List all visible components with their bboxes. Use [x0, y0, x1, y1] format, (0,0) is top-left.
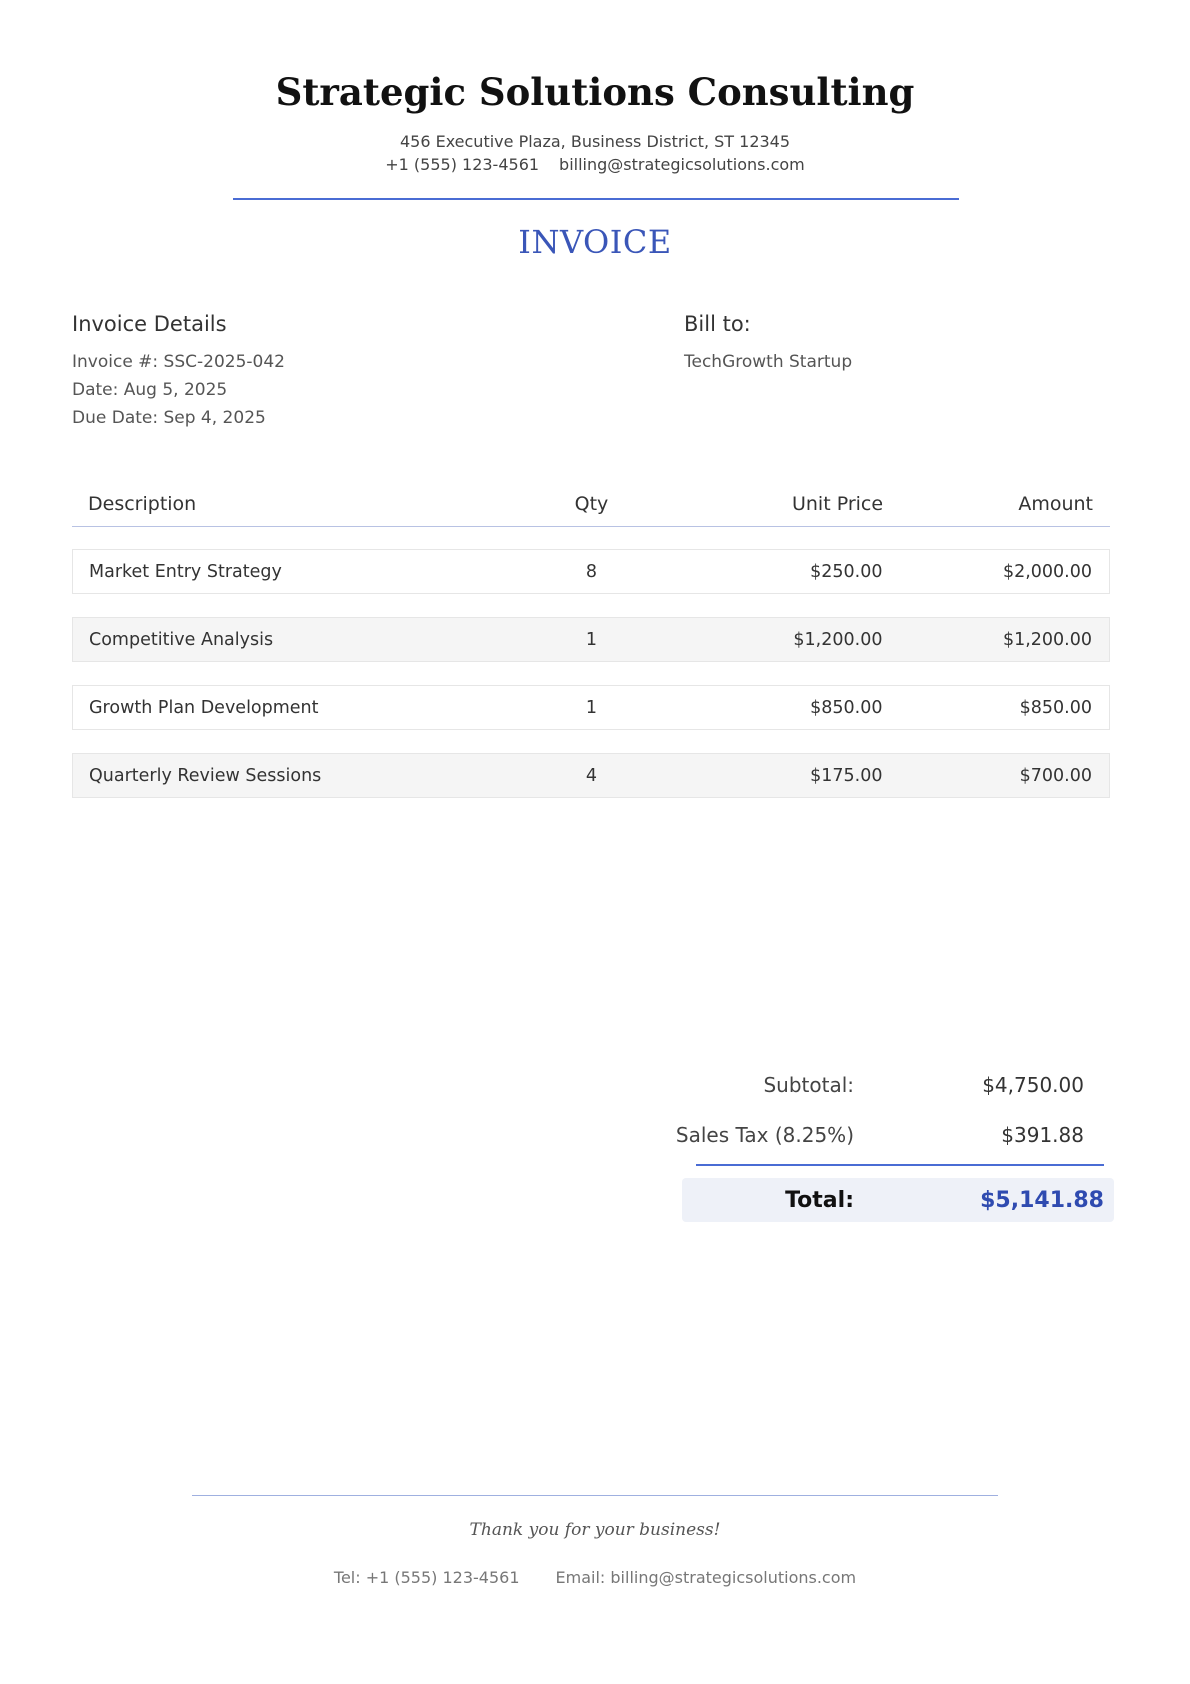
cell-unit-price: $850.00	[810, 697, 883, 718]
cell-description: Market Entry Strategy	[89, 561, 282, 582]
cell-amount: $850.00	[1019, 697, 1093, 718]
table-row	[72, 753, 1110, 798]
bill-to-heading: Bill to:	[684, 312, 751, 336]
cell-unit-price: $250.00	[810, 561, 883, 582]
cell-description: Growth Plan Development	[89, 697, 319, 718]
tax-value: $391.88	[1001, 1123, 1084, 1147]
cell-amount: $2,000.00	[1002, 561, 1093, 582]
table-body	[72, 527, 1110, 798]
cell-amount: $1,200.00	[1002, 629, 1093, 650]
header-description: Description	[88, 493, 197, 515]
header-qty: Qty	[574, 493, 609, 515]
subtotal-value: $4,750.00	[982, 1073, 1084, 1097]
table-row	[72, 549, 1110, 594]
company-phone: +1 (555) 123-4561	[385, 155, 540, 174]
total-label: Total:	[785, 1187, 854, 1213]
footer-tel: Tel: +1 (555) 123-4561	[333, 1568, 520, 1587]
cell-amount: $700.00	[1019, 765, 1093, 786]
footer-contact	[0, 1568, 1190, 1587]
footer-thanks: Thank you for your business!	[469, 1520, 721, 1540]
invoice-details	[72, 312, 285, 432]
cell-qty: 1	[585, 629, 598, 650]
table-row	[72, 617, 1110, 662]
cell-unit-price: $1,200.00	[793, 629, 883, 650]
company-address: 456 Executive Plaza, Business District, ST 12345	[399, 132, 791, 151]
subtotal-row	[672, 1060, 1116, 1110]
cell-qty: 8	[585, 561, 598, 582]
invoice-due-date: Due Date: Sep 4, 2025	[72, 408, 266, 428]
table-header	[72, 482, 1110, 527]
cell-qty: 4	[585, 765, 598, 786]
tax-row	[672, 1110, 1116, 1160]
header-unit-price: Unit Price	[791, 493, 884, 515]
cell-description: Quarterly Review Sessions	[89, 765, 322, 786]
header-amount: Amount	[1018, 493, 1093, 515]
header-divider	[233, 198, 959, 200]
total-row	[682, 1178, 1114, 1222]
total-value: $5,141.88	[980, 1187, 1104, 1213]
invoice-details-heading: Invoice Details	[72, 312, 227, 336]
company-contact	[0, 155, 1190, 174]
bill-to	[684, 312, 852, 376]
invoice-title: INVOICE	[518, 223, 672, 261]
totals-section	[672, 1060, 1116, 1222]
invoice-number: Invoice #: SSC-2025-042	[72, 352, 285, 372]
company-name: Strategic Solutions Consulting	[275, 70, 915, 114]
cell-qty: 1	[585, 697, 598, 718]
bill-to-name: TechGrowth Startup	[684, 352, 853, 372]
cell-description: Competitive Analysis	[89, 629, 274, 650]
subtotal-label: Subtotal:	[763, 1073, 854, 1097]
table-row	[72, 685, 1110, 730]
tax-label: Sales Tax (8.25%)	[675, 1123, 854, 1147]
footer-email[interactable]: Email: billing@strategicsolutions.com	[555, 1568, 857, 1587]
cell-unit-price: $175.00	[810, 765, 883, 786]
invoice-date: Date: Aug 5, 2025	[72, 380, 228, 400]
line-items-table	[72, 482, 1110, 821]
totals-divider	[696, 1164, 1104, 1166]
footer-divider	[192, 1495, 998, 1496]
company-email[interactable]: billing@strategicsolutions.com	[559, 155, 805, 174]
